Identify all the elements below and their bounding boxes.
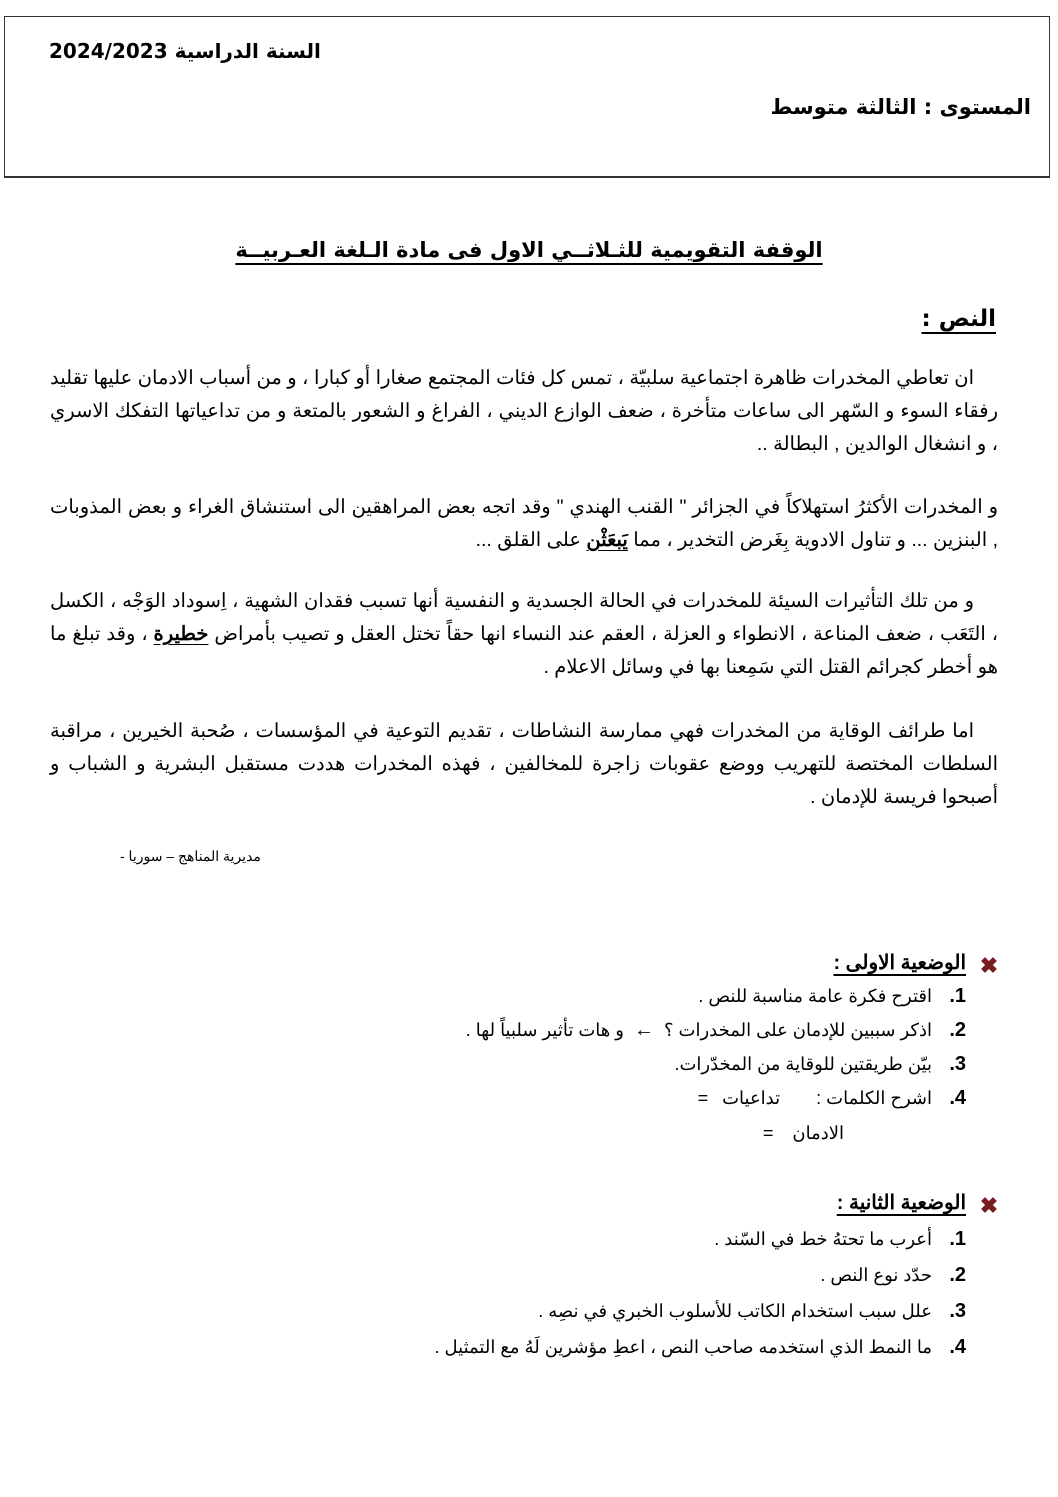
question-number: 1.: [949, 985, 966, 1007]
question-text: اذكر سببين للإدمان على المخدرات ؟: [663, 1020, 932, 1040]
vocab-equals-1: =: [697, 1088, 709, 1108]
paragraph-2: [50, 491, 998, 557]
question-item: [435, 1228, 966, 1264]
question-number: 2.: [949, 1264, 966, 1286]
source-citation: مديرية المناهج – سوريا -: [120, 848, 261, 864]
question-text: علل سبب استخدام الكاتب للأسلوب الخبري في نصِه .: [538, 1301, 932, 1321]
underlined-word-yabathn: يَبعَثْن: [586, 529, 628, 551]
question-text: اقترح فكرة عامة مناسبة للنص .: [698, 986, 932, 1006]
question-text: ما النمط الذي استخدمه صاحب النص ، اعطِ مؤشرين لَهُ مع التمثيل .: [434, 1337, 932, 1357]
question-item: [435, 1336, 966, 1372]
question-number: 4.: [949, 1087, 966, 1109]
x-mark-icon: ✖: [979, 1193, 999, 1218]
question-item: [435, 1300, 966, 1336]
underlined-word-khatira: خطيرة: [153, 623, 209, 645]
paragraph-2-text: و المخدرات الأكثرُ استهلاكاً في الجزائر " القنب الهندي " وقد اتجه بعض المراهقين الى استنشاق الغراء و بعض المذوبات , البنزين ... و تناول الادوية بِغَرض التخدير ، مما: [50, 496, 998, 551]
section-1-questions: [466, 985, 966, 1121]
question-item: [466, 1019, 966, 1053]
question-text: أعرب ما تحتهُ خط في السّند .: [714, 1229, 932, 1249]
vocab-equals-2: =: [762, 1123, 774, 1143]
question-item: [466, 1087, 966, 1121]
vocab-word-1: تداعيات: [722, 1088, 781, 1108]
paragraph-3: [50, 585, 998, 684]
question-number: 3.: [949, 1053, 966, 1075]
question-item: [466, 985, 966, 1019]
header-box: [4, 16, 1050, 178]
paragraph-1: ان تعاطي المخدرات ظاهرة اجتماعية سلبيّة ، تمس كل فئات المجتمع صغارا أو كبارا ، و من أسباب الادمان عليها تقليد رفقاء السوء و السّهر الى ساعات متأخرة ، ضعف الوازع الديني ، الفراغ و الشعور بالمتعة و من تداعياتها التفكك الاسري ، و انشغال الوالدين , البطالة ..: [50, 367, 998, 455]
paragraph-3-end: ، وقد تبلغ ما هو أخطر كجرائم القتل التي سَمِعنا بها في وسائل الاعلام .: [50, 623, 998, 678]
school-year: السنة الدراسية 2024/2023: [49, 39, 321, 63]
question-text-continued: و هات تأثير سلبياً لها .: [465, 1020, 624, 1040]
vocab-line-2: [763, 1123, 844, 1144]
question-item: [466, 1053, 966, 1087]
text-heading: النص :: [921, 306, 996, 332]
question-item: [435, 1264, 966, 1300]
paragraph-2-end: على القلق ...: [475, 529, 587, 551]
x-mark-icon: ✖: [979, 953, 999, 978]
arrow-left-icon: ←: [633, 1019, 654, 1041]
question-text: اشرح الكلمات :: [816, 1088, 932, 1108]
question-number: 2.: [949, 1019, 966, 1041]
question-number: 3.: [949, 1300, 966, 1322]
page-title: الوقفة التقويمية للثـلاثــي الاول فى مادة الـلغة العـربيــة: [235, 238, 823, 262]
section-2-heading: الوضعية الثانية :: [836, 1192, 966, 1214]
section-2-questions: [435, 1228, 966, 1372]
section-1-heading: الوضعية الاولى :: [833, 952, 966, 974]
paragraph-4: اما طرائف الوقاية من المخدرات فهي ممارسة النشاطات ، تقديم التوعية في المؤسسات ، صُحبة الخيرين ، مراقبة السلطات المختصة للتهريب ووضع عقوبات زاجرة للمخالفين ، فهذه المخدرات هددت مستقبل البشرية و الشباب و أصبحوا فريسة للإدمان .: [50, 720, 998, 808]
level: المستوى : الثالثة متوسط: [770, 95, 1031, 119]
question-number: 1.: [949, 1228, 966, 1250]
question-text: حدّد نوع النص .: [820, 1265, 932, 1285]
paragraph-3-text: و من تلك التأثيرات السيئة للمخدرات في الحالة الجسدية و النفسية أنها تسبب فقدان الشهية ، اِسوداد الوَجْه ، الكسل ، التَعَب ، ضعف المناعة ، الانطواء و العزلة ، العقم عند النساء انها حقاً تختل العقل و تصيب بأمراض: [50, 590, 998, 645]
vocab-word-2: الادمان: [792, 1123, 844, 1143]
question-text: بيّن طريقتين للوقاية من المخدّرات.: [674, 1054, 932, 1074]
question-number: 4.: [949, 1336, 966, 1358]
